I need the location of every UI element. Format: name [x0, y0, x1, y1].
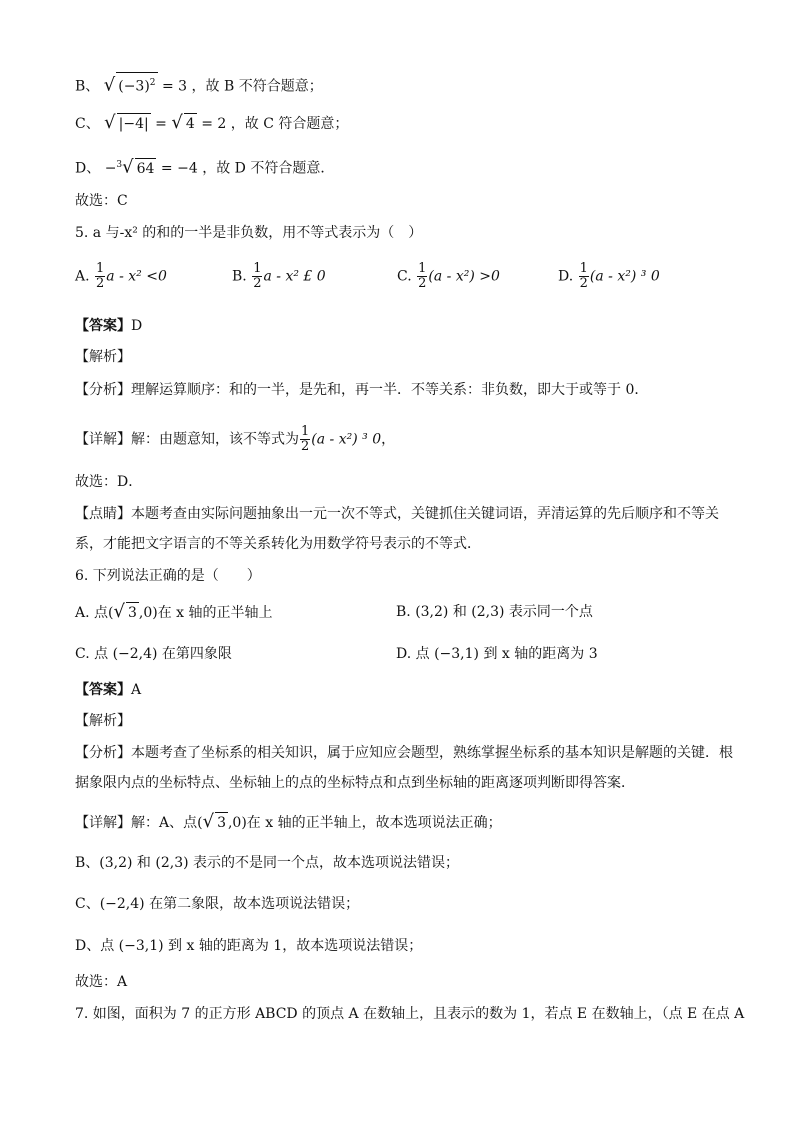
answer-5: [75, 316, 142, 336]
equation-result: = 3: [157, 78, 188, 95]
analysis-6-heading: 【解析】: [75, 713, 131, 729]
section-text: 解：A、点(: [131, 815, 203, 831]
line-6-c: C、(−2,4) 在第二象限，故本选项说法错误；: [75, 896, 360, 912]
option-expression: (a - x²) >0: [428, 268, 500, 285]
equation-result: = 2: [196, 116, 227, 132]
fraction: [579, 262, 589, 291]
answer-value: D: [131, 318, 143, 334]
line-6-b: B、(3,2) 和 (2,3) 表示的不是同一个点，故本选项说法错误；: [75, 855, 460, 871]
q5-option-b: [232, 262, 326, 291]
answer-6: [75, 680, 141, 700]
q6-option-a: [75, 602, 273, 623]
section-text: 本题考查由实际问题抽象出一元一次不等式，关键抓住关键词语，弄清运算的先后顺序和不等关: [131, 506, 719, 522]
choose-d: 故选：D．: [75, 474, 143, 490]
question-6: 6. 下列说法正确的是（ ）: [75, 568, 261, 584]
question-5: 5. a 与-x² 的和的一半是非负数，用不等式表示为（ ）: [75, 225, 423, 241]
answer-value: A: [131, 682, 142, 698]
radical-sign: √: [113, 601, 125, 622]
line-6-d: D、点 (−3,1) 到 x 轴的距离为 1，故本选项说法错误；: [75, 938, 423, 954]
option-label: A.: [75, 268, 90, 285]
answer-line-c: [75, 113, 348, 134]
option-expression: a - x² <0: [106, 268, 167, 285]
fraction-numerator: 1: [253, 261, 262, 276]
fraction-numerator: 1: [418, 261, 427, 276]
section-tag: 【详解】: [75, 431, 131, 448]
section-tag: 【详解】: [75, 815, 131, 831]
radical-sign: √: [122, 156, 134, 178]
section-text: 解：由题意知，该不等式为: [131, 431, 299, 448]
option-label: D.: [558, 268, 574, 285]
section-text: 本题考查了坐标系的相关知识，属于应知应会题型，熟练掌握坐标系的基本知识是解题的关键．根: [131, 745, 733, 761]
inequality-expression: (a - x²) ³ 0: [311, 431, 382, 448]
q5-option-a: [75, 262, 167, 291]
fraction: [95, 262, 105, 291]
radicand: [116, 72, 157, 97]
punctuation: ，: [381, 431, 396, 448]
answer-line-d: [75, 155, 334, 179]
question-7: 7. 如图，面积为 7 的正方形 ABCD 的顶点 A 在数轴上，且表示的数为 1，若点 E 在数轴上，（点 E 在点 A: [75, 1006, 745, 1022]
section-tag: 【分析】: [75, 382, 131, 398]
exponent: 2: [149, 78, 156, 88]
section-text: 理解运算顺序：和的一半，是先和，再一半．不等关系：非负数，即大于或等于 0．: [131, 382, 649, 398]
radical-sign: √: [171, 112, 183, 133]
option-label: B.: [232, 268, 247, 285]
fenxi-6-l2: 据象限内点的坐标特点、坐标轴上的点的坐标特点和点到坐标轴的距离逐项判断即得答案．: [75, 775, 635, 791]
radicand: 4: [184, 113, 197, 134]
answer-line-b: [75, 72, 323, 97]
radicand: |−4|: [117, 113, 151, 134]
radicand: 64: [135, 158, 157, 179]
radicand: 3: [215, 812, 228, 833]
fraction: [252, 262, 262, 291]
q5-option-c: [397, 262, 500, 291]
analysis-5-heading: 【解析】: [75, 349, 131, 365]
fraction-numerator: 1: [579, 261, 588, 276]
answer-tag: 【答案】: [75, 318, 131, 334]
fraction: [417, 262, 427, 291]
xiangjie-5: [75, 425, 395, 454]
minus-sign: −: [104, 160, 117, 177]
option-label: D、: [75, 160, 101, 177]
answer-tag: 【答案】: [75, 682, 131, 698]
section-tag: 【分析】: [75, 745, 131, 761]
fraction-denominator: 2: [301, 439, 310, 454]
equals: =: [150, 116, 172, 132]
option-label: B、: [75, 78, 100, 95]
option-label: C、: [75, 116, 100, 132]
choose-line: 故选：C: [75, 193, 128, 209]
option-expression: a - x² £ 0: [263, 268, 326, 285]
conclusion-text: ，故 C 符合题意；: [230, 116, 349, 132]
radical-sign: √: [202, 811, 215, 832]
section-tag: 【点睛】: [75, 506, 131, 522]
conclusion-text: ，故 D 不符合题意．: [202, 160, 335, 177]
fraction-denominator: 2: [418, 276, 427, 291]
conclusion-text: ，故 B 不符合题意；: [191, 78, 323, 95]
root-index: 3: [116, 160, 123, 170]
choose-a: 故选：A: [75, 974, 128, 990]
dianjing-5-l2: 系，才能把文字语言的不等关系转化为用数学符号表示的不等式．: [75, 536, 481, 552]
q6-option-b: B. (3,2) 和 (2,3) 表示同一个点: [396, 604, 593, 620]
radical-sign: √: [103, 74, 116, 96]
q6-option-d: D. 点 (−3,1) 到 x 轴的距离为 3: [396, 646, 598, 662]
option-expression: (a - x²) ³ 0: [589, 268, 660, 285]
q6-option-c: C. 点 (−2,4) 在第四象限: [75, 646, 232, 662]
equation-result: = −4: [156, 160, 198, 177]
fenxi-5: [75, 380, 648, 400]
fraction-denominator: 2: [96, 276, 105, 291]
option-text-pre: A. 点(: [75, 605, 114, 621]
fraction-numerator: 1: [301, 424, 310, 439]
section-text-post: ,0)在 x 轴的正半轴上，故本选项说法正确；: [227, 815, 502, 831]
q5-option-d: [558, 262, 660, 291]
dianjing-5-l1: [75, 504, 719, 524]
fenxi-6-l1: [75, 743, 733, 763]
option-text-post: ,0)在 x 轴的正半轴上: [138, 605, 273, 621]
option-label: C.: [397, 268, 412, 285]
fraction-denominator: 2: [253, 276, 262, 291]
fraction-numerator: 1: [96, 261, 105, 276]
radicand: 3: [126, 602, 139, 623]
radical-sign: √: [104, 112, 116, 133]
fraction: [300, 425, 310, 454]
xiangjie-6: [75, 812, 502, 833]
fraction-denominator: 2: [579, 276, 588, 291]
radicand-text: (−3): [118, 78, 150, 95]
